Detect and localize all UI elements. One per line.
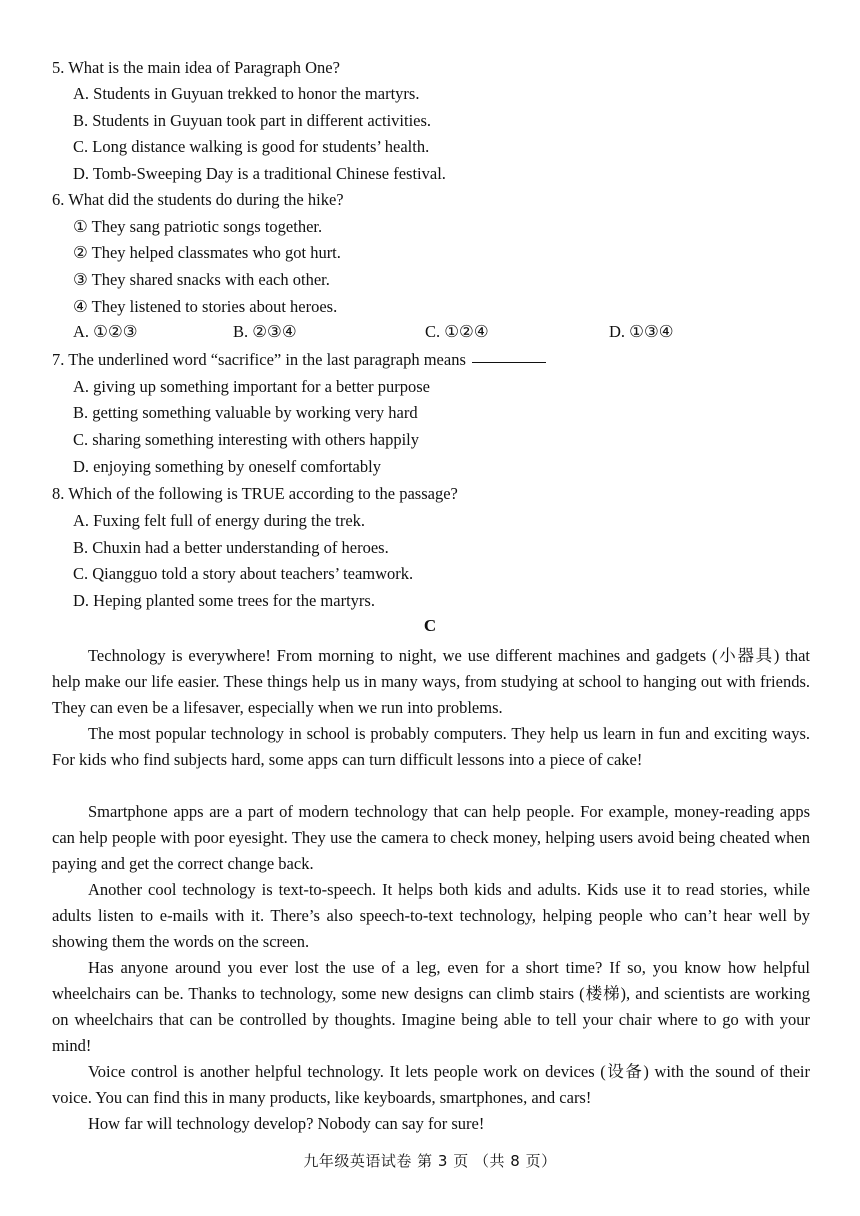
question-5-option-a: A. Students in Guyuan trekked to honor the martyrs. bbox=[73, 84, 420, 103]
passage-c-paragraph-2: The most popular technology in school is probably computers. They help us learn in fun and exciting ways. For kids who find subjects hard, some apps can turn difficult lessons into a piece of cake! bbox=[52, 724, 810, 770]
question-6-options bbox=[73, 322, 713, 344]
question-6-item-1: ① They sang patriotic songs together. bbox=[73, 217, 323, 236]
question-8-option-c: C. Qiangguo told a story about teachers’ teamwork. bbox=[73, 564, 414, 583]
question-6-option-b: B. ②③④ bbox=[233, 322, 297, 341]
question-6-item-2: ② They helped classmates who got hurt. bbox=[73, 243, 341, 262]
question-6-item-3: ③ They shared snacks with each other. bbox=[73, 270, 330, 289]
question-8-option-b: B. Chuxin had a better understanding of heroes. bbox=[73, 538, 389, 557]
question-7-stem-line bbox=[52, 349, 546, 371]
passage-c-paragraph-3: Smartphone apps are a part of modern technology that can help people. For example, money-reading apps can help people with poor eyesight. They use the camera to check money, helping users avoid being cheated when paying and get the correct change back. bbox=[52, 802, 810, 874]
question-8-option-d: D. Heping planted some trees for the martyrs. bbox=[73, 591, 375, 610]
question-5-option-b: B. Students in Guyuan took part in different activities. bbox=[73, 111, 432, 130]
question-6-stem: 6. What did the students do during the hike? bbox=[52, 190, 344, 209]
answer-blank bbox=[472, 362, 546, 363]
page-footer: 九年级英语试卷 第 3 页 （共 8 页） bbox=[303, 1152, 557, 1170]
passage-c-paragraph-4: Another cool technology is text-to-speech. It helps both kids and adults. Kids use it to read stories, while adults listen to e-mails with it. There’s also speech-to-text technology, helping people who can’t hear well by showing them the words on the screen. bbox=[52, 880, 810, 952]
question-8-stem: 8. Which of the following is TRUE according to the passage? bbox=[52, 484, 458, 503]
passage-c-heading: C bbox=[423, 616, 437, 635]
question-5-option-c: C. Long distance walking is good for students’ health. bbox=[73, 137, 430, 156]
question-7-option-b: B. getting something valuable by working very hard bbox=[73, 403, 418, 422]
question-6-option-a: A. ①②③ bbox=[73, 322, 138, 341]
question-6-item-4: ④ They listened to stories about heroes. bbox=[73, 297, 338, 316]
question-7-option-d: D. enjoying something by oneself comfortably bbox=[73, 457, 381, 476]
question-7-option-c: C. sharing something interesting with others happily bbox=[73, 430, 420, 449]
passage-c-paragraph-7: How far will technology develop? Nobody can say for sure! bbox=[88, 1114, 485, 1133]
question-6-option-c: C. ①②④ bbox=[425, 322, 489, 341]
question-5-option-d: D. Tomb-Sweeping Day is a traditional Chinese festival. bbox=[73, 164, 446, 183]
question-6-option-d: D. ①③④ bbox=[609, 322, 674, 341]
question-8-option-a: A. Fuxing felt full of energy during the trek. bbox=[73, 511, 366, 530]
question-7-option-a: A. giving up something important for a better purpose bbox=[73, 377, 430, 396]
passage-c-paragraph-1: Technology is everywhere! From morning to night, we use different machines and gadgets (小器具) that help make our life easier. These things help us in many ways, from studying at school to hanging out with friends. They can even be a lifesaver, especially when we run into problems. bbox=[52, 646, 810, 718]
passage-c-paragraph-5: Has anyone around you ever lost the use of a leg, even for a short time? If so, you know how helpful wheelchairs can be. Thanks to technology, some new designs can climb stairs (楼梯), and scientists are working on wheelchairs that can be controlled by thoughts. Imagine being able to tell your chair where to go with your mind! bbox=[52, 958, 810, 1056]
passage-c-paragraph-6: Voice control is another helpful technology. It lets people work on devices (设备) with the sound of their voice. You can find this in many products, like keyboards, smartphones, and cars! bbox=[52, 1062, 810, 1108]
question-7-stem: 7. The underlined word “sacrifice” in the last paragraph means bbox=[52, 350, 466, 369]
question-5-stem: 5. What is the main idea of Paragraph One? bbox=[52, 58, 340, 77]
